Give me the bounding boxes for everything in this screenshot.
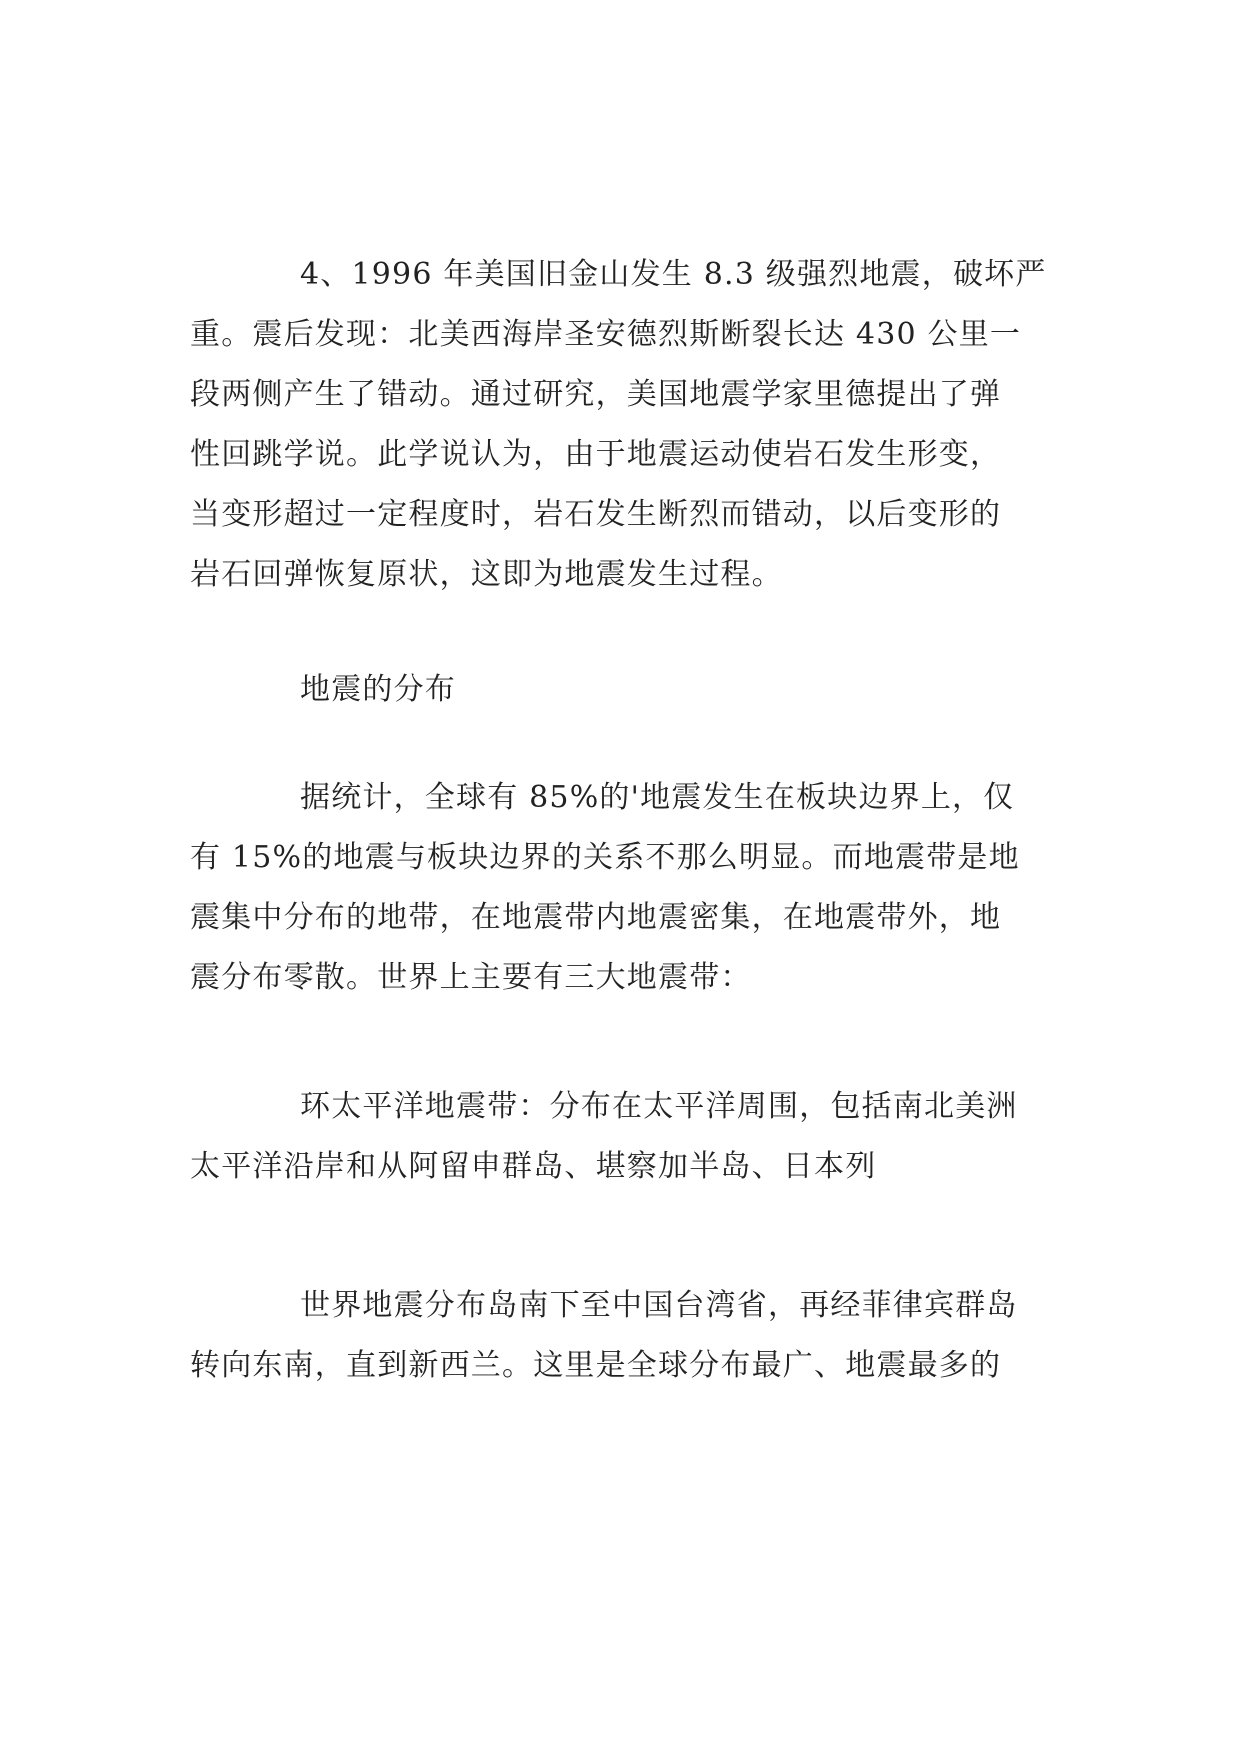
text-line: 性回跳学说。此学说认为，由于地震运动使岩石发生形变， — [190, 437, 1002, 472]
text-line: 当变形超过一定程度时，岩石发生断烈而错动，以后变形的 — [190, 497, 1002, 532]
paragraph-world-distribution — [190, 1276, 1060, 1396]
text-line: 有 15%的地震与板块边界的关系不那么明显。而地震带是地 — [190, 840, 1020, 875]
paragraph-earthquake-distribution — [190, 768, 1060, 1008]
text-line: 4、1996 年美国旧金山发生 8.3 级强烈地震，破坏严 — [300, 257, 1047, 292]
paragraph-circum-pacific-belt — [190, 1077, 1060, 1197]
text-line: 段两侧产生了错动。通过研究，美国地震学家里德提出了弹 — [190, 377, 1002, 412]
text-line: 震分布零散。世界上主要有三大地震带： — [190, 960, 752, 995]
text-line: 岩石回弹恢复原状，这即为地震发生过程。 — [190, 557, 783, 592]
text-line: 据统计，全球有 85%的'地震发生在板块边界上，仅 — [300, 780, 1015, 815]
text-line: 太平洋沿岸和从阿留申群岛、堪察加半岛、日本列 — [190, 1149, 877, 1184]
section-heading — [190, 660, 1060, 720]
text-line: 震集中分布的地带，在地震带内地震密集，在地震带外，地 — [190, 900, 1002, 935]
text-line: 转向东南，直到新西兰。这里是全球分布最广、地震最多的 — [190, 1348, 1002, 1383]
heading-text: 地震的分布 — [300, 672, 456, 707]
text-line: 环太平洋地震带：分布在太平洋周围，包括南北美洲 — [300, 1089, 1018, 1124]
text-line: 世界地震分布岛南下至中国台湾省，再经菲律宾群岛 — [300, 1288, 1018, 1323]
text-line: 重。震后发现：北美西海岸圣安德烈斯断裂长达 430 公里一 — [190, 317, 1022, 352]
paragraph-seismic-elastic-rebound — [190, 245, 1060, 605]
